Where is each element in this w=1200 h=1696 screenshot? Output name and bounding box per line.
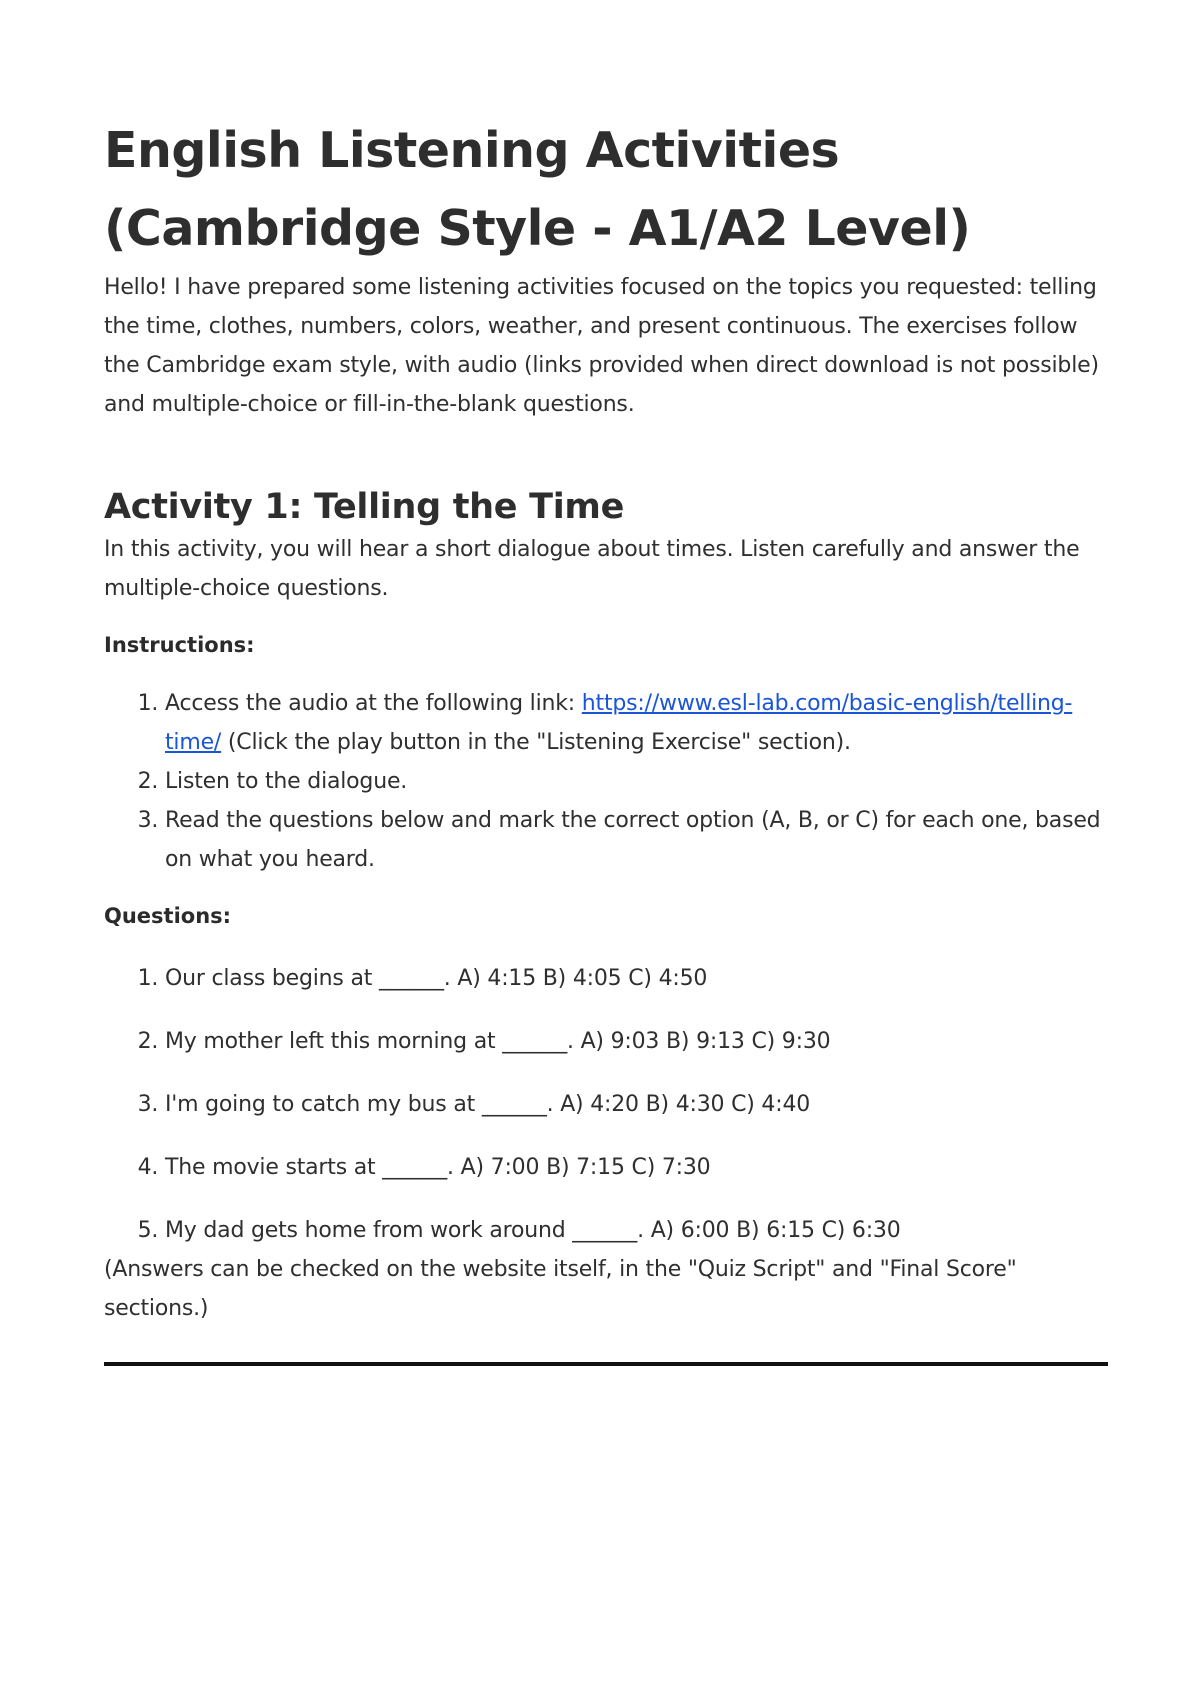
instruction-item-1 — [165, 684, 1108, 762]
question-item: 1. Our class begins at ______. A) 4:15 B) 4:05 C) 4:50 — [165, 959, 1108, 998]
questions-label: Questions: — [104, 904, 232, 928]
instruction-1-prefix: Access the audio at the following link: — [165, 691, 582, 716]
question-item: 2. My mother left this morning at ______. A) 9:03 B) 9:13 C) 9:30 — [165, 1022, 1108, 1061]
audio-link[interactable]: https://www.esl-lab.com/basic-english/telling-time/ — [165, 691, 1073, 755]
intro-paragraph: Hello! I have prepared some listening activities focused on the topics you requested: telling the time, clothes, numbers, colors, weather, and present continuous. The exercises follow the Cambridge exam style, with audio (links provided when direct download is not possible) and multiple-choice or fill-in-the-blank questions. — [104, 275, 1099, 417]
horizontal-rule — [104, 1362, 1108, 1366]
question-item: 5. My dad gets home from work around ______. A) 6:00 B) 6:15 C) 6:30 — [165, 1211, 1108, 1250]
instruction-item-3: 3. Read the questions below and mark the correct option (A, B, or C) for each one, based on what you heard. — [165, 801, 1108, 879]
instructions-label: Instructions: — [104, 633, 255, 657]
questions-list — [104, 959, 1108, 1250]
instruction-item-2: 2. Listen to the dialogue. — [165, 762, 1108, 801]
activity-1-heading: Activity 1: Telling the Time — [104, 487, 625, 527]
activity-1-description: In this activity, you will hear a short dialogue about times. Listen carefully and answer the multiple-choice questions. — [104, 537, 1080, 601]
instructions-list — [104, 684, 1108, 879]
instruction-1-suffix: (Click the play button in the "Listening Exercise" section). — [221, 730, 851, 755]
answers-note: (Answers can be checked on the website itself, in the "Quiz Script" and "Final Score" sections.) — [104, 1257, 1017, 1321]
question-item: 3. I'm going to catch my bus at ______. A) 4:20 B) 4:30 C) 4:40 — [165, 1085, 1108, 1124]
document-page — [104, 112, 1108, 1366]
page-title: English Listening Activities (Cambridge Style - A1/A2 Level) — [104, 122, 971, 257]
question-item: 4. The movie starts at ______. A) 7:00 B) 7:15 C) 7:30 — [165, 1148, 1108, 1187]
